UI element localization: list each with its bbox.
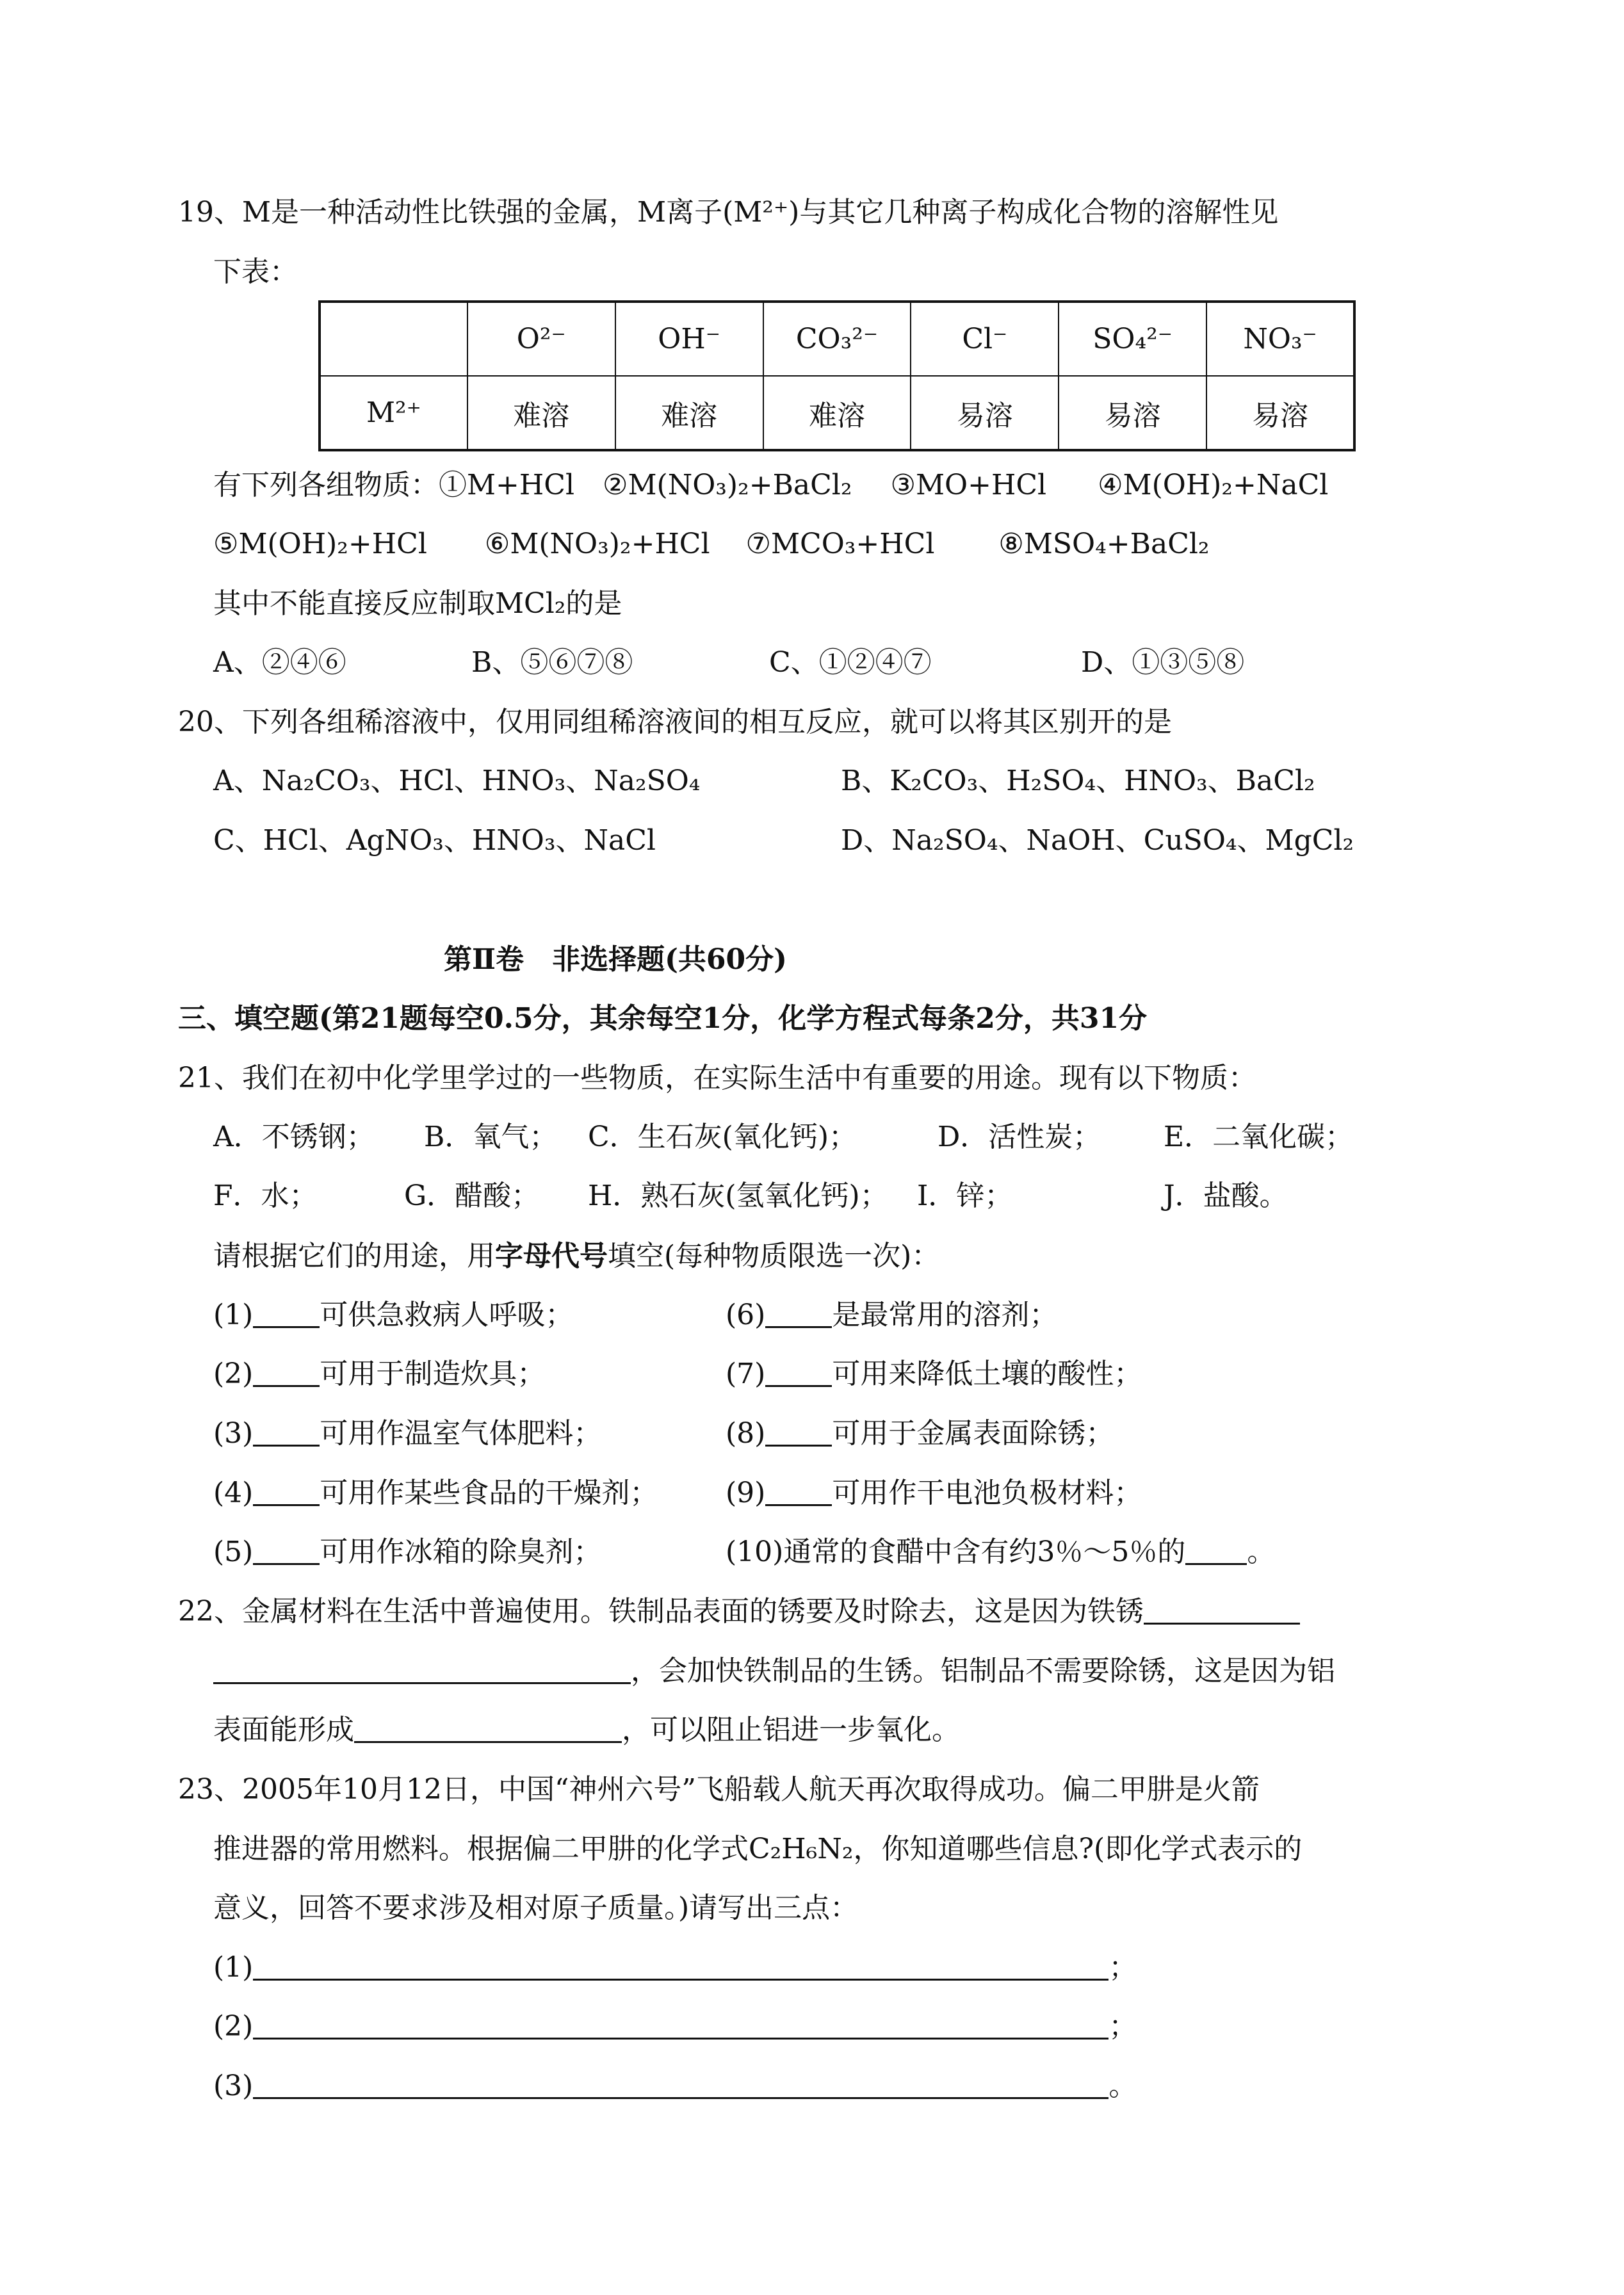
fill-item-8 (726, 1417, 1114, 1450)
q22-text: ，会加快铁制品的生锈。铝制品不需要除锈，这是因为铝 (631, 1655, 1335, 1687)
q23-answer-2 (213, 2010, 1137, 2043)
q19-line1: 19、M是一种活动性比铁强的金属，M离子(M²⁺)与其它几种离子构成化合物的溶解性见 (178, 196, 1279, 229)
q19-option-c: C、①②④⑦ (769, 646, 932, 679)
answer-blank[interactable] (765, 1422, 832, 1447)
item-text: 。 (1108, 2070, 1137, 2102)
answer-blank[interactable] (1144, 1600, 1300, 1625)
substance-a: A．不锈钢； (213, 1121, 375, 1153)
answer-blank[interactable] (765, 1362, 832, 1387)
substance-d: D．活性炭； (938, 1121, 1101, 1153)
q23-line1: 23、2005年10月12日，中国“神州六号”飞船载人航天再次取得成功。偏二甲肼是火箭 (178, 1773, 1260, 1806)
item-text: 是最常用的溶剂； (832, 1299, 1058, 1331)
q20-stem: 20、下列各组稀溶液中，仅用同组稀溶液间的相互反应，就可以将其区别开的是 (178, 706, 1172, 738)
fill-item-5 (213, 1538, 601, 1566)
table-header-cell (320, 302, 467, 376)
fill-item-4 (213, 1479, 658, 1507)
table-cell: 易溶 (911, 376, 1059, 450)
table-header-cell: OH⁻ (615, 302, 763, 376)
item-number: (1) (213, 1951, 254, 1984)
table-cell: 易溶 (1206, 376, 1354, 450)
item-number: (10) (726, 1536, 784, 1568)
q19-option-a: A、②④⑥ (213, 646, 346, 679)
item-text: 可用作冰箱的除臭剂； (320, 1536, 602, 1568)
substance-j: J．盐酸。 (1164, 1180, 1288, 1212)
table-header-cell: CO₃²⁻ (763, 302, 911, 376)
answer-blank[interactable] (253, 1422, 320, 1447)
q22-text: 表面能形成 (213, 1714, 354, 1746)
q23-text: 推进器的常用燃料。根据偏二甲肼的化学式 (213, 1833, 749, 1865)
item-text: 通常的食醋中含有约3％～5％的 (783, 1536, 1186, 1568)
group-item: ①M+HCl (439, 469, 575, 501)
substance-h: H．熟石灰(氢氧化钙)； (588, 1180, 888, 1212)
group-item: ⑥M(NO₃)₂+HCl (484, 528, 710, 560)
item-number: (9) (726, 1477, 766, 1509)
part2-title: 第Ⅱ卷 非选择题(共60分) (444, 943, 787, 976)
group-item: ③MO+HCl (890, 469, 1047, 501)
table-cell: 难溶 (467, 376, 615, 450)
q19-option-b: B、⑤⑥⑦⑧ (471, 646, 633, 679)
q23-answer-1 (213, 1951, 1137, 1984)
q20-option-c: C、HCl、AgNO₃、HNO₃、NaCl (213, 824, 656, 857)
fill-item-2 (213, 1360, 545, 1388)
answer-blank[interactable] (354, 1718, 622, 1743)
q23-answer-3 (213, 2072, 1137, 2100)
table-cell: 难溶 (763, 376, 911, 450)
fill-item-3 (213, 1417, 602, 1450)
item-text: 可用作某些食品的干燥剂； (320, 1477, 658, 1509)
item-text: 可用于金属表面除锈； (832, 1417, 1114, 1450)
item-text: 可用作温室气体肥料； (320, 1417, 602, 1450)
q19-question: 其中不能直接反应制取MCl₂的是 (213, 587, 622, 620)
answer-blank[interactable] (253, 1362, 320, 1387)
item-text: 可用于制造炊具； (320, 1358, 546, 1390)
answer-blank[interactable] (213, 1659, 631, 1684)
q19-groups-line2 (213, 530, 1210, 558)
formula: C₂H₆N₂ (749, 1833, 854, 1865)
answer-blank[interactable] (253, 1303, 320, 1328)
substance-i: I．锌； (917, 1180, 1013, 1212)
q19-line2: 下表： (213, 255, 298, 288)
table-header-row (320, 302, 1354, 376)
table-row (320, 376, 1354, 450)
item-text: ； (1108, 1951, 1137, 1984)
item-number: (2) (213, 1358, 254, 1390)
instruction-text: 请根据它们的用途，用 (213, 1240, 495, 1272)
q22-line2 (213, 1657, 1335, 1685)
table-header-cell: NO₃⁻ (1206, 302, 1354, 376)
table-header-cell: O²⁻ (467, 302, 615, 376)
item-number: (8) (726, 1417, 766, 1450)
q21-stem: 21、我们在初中化学里学过的一些物质，在实际生活中有重要的用途。现有以下物质： (178, 1062, 1256, 1094)
item-text: ； (1108, 2010, 1137, 2043)
item-number: (5) (213, 1536, 254, 1568)
substance-e: E．二氧化碳； (1164, 1121, 1354, 1153)
fill-item-1 (213, 1301, 573, 1329)
group-item: ⑤M(OH)₂+HCl (213, 528, 427, 560)
solubility-table (318, 300, 1356, 451)
q20-option-d: D、Na₂SO₄、NaOH、CuSO₄、MgCl₂ (841, 824, 1354, 857)
q23-line3: 意义，回答不要求涉及相对原子质量。)请写出三点： (213, 1892, 859, 1924)
q23-text: ，你知道哪些信息?(即化学式表示的 (853, 1833, 1303, 1865)
q19-groups-line1 (213, 471, 1328, 499)
item-text: 可用作干电池负极材料； (832, 1477, 1142, 1509)
answer-blank[interactable] (765, 1303, 832, 1328)
groups-intro: 有下列各组物质： (213, 469, 439, 501)
fill-item-7 (726, 1360, 1142, 1388)
table-header-cell: Cl⁻ (911, 302, 1059, 376)
section3-title: 三、填空题(第21题每空0.5分，其余每空1分，化学方程式每条2分，共31分 (178, 1002, 1148, 1035)
item-number: (1) (213, 1299, 254, 1331)
substance-g: G．醋酸； (404, 1180, 540, 1212)
fill-item-10 (726, 1538, 1275, 1566)
item-number: (3) (213, 1417, 254, 1450)
item-number: (4) (213, 1477, 254, 1509)
group-item: ④M(OH)₂+NaCl (1098, 469, 1329, 501)
answer-blank[interactable] (253, 1481, 320, 1506)
table-cell: 易溶 (1059, 376, 1206, 450)
q22-line1 (178, 1595, 1300, 1628)
answer-blank[interactable] (253, 2015, 1108, 2040)
group-item: ⑦MCO₃+HCl (745, 528, 935, 560)
fill-item-9 (726, 1479, 1142, 1507)
substance-f: F．水； (213, 1180, 318, 1212)
item-text: 可供急救病人呼吸； (320, 1299, 574, 1331)
answer-blank[interactable] (253, 2074, 1108, 2099)
q19-option-d: D、①③⑤⑧ (1081, 646, 1245, 679)
table-cell: 难溶 (615, 376, 763, 450)
instruction-text: 填空(每种物质限选一次)： (608, 1240, 940, 1272)
q23-line2 (213, 1835, 1302, 1863)
item-number: (6) (726, 1299, 766, 1331)
q22-text: 22、金属材料在生活中普遍使用。铁制品表面的锈要及时除去，这是因为铁锈 (178, 1595, 1144, 1628)
q20-option-b: B、K₂CO₃、H₂SO₄、HNO₃、BaCl₂ (841, 765, 1315, 797)
answer-blank[interactable] (253, 1540, 320, 1565)
q20-option-a: A、Na₂CO₃、HCl、HNO₃、Na₂SO₄ (213, 765, 701, 797)
q22-text: ，可以阻止铝进一步氧化。 (622, 1714, 960, 1746)
item-number: (2) (213, 2010, 254, 2043)
answer-blank[interactable] (253, 1956, 1108, 1981)
answer-blank[interactable] (765, 1481, 832, 1506)
group-item: ②M(NO₃)₂+BaCl₂ (603, 469, 852, 501)
fill-item-6 (726, 1301, 1057, 1329)
q22-line3 (213, 1716, 960, 1744)
item-number: (3) (213, 2070, 254, 2102)
substance-b: B．氧气； (424, 1121, 558, 1153)
item-text: 可用来降低土壤的酸性； (832, 1358, 1142, 1390)
table-header-cell: SO₄²⁻ (1059, 302, 1206, 376)
group-item: ⑧MSO₄+BaCl₂ (998, 528, 1210, 560)
item-number: (7) (726, 1358, 766, 1390)
answer-blank[interactable] (1185, 1540, 1247, 1565)
substance-c: C．生石灰(氧化钙)； (588, 1121, 857, 1153)
q21-instruction (213, 1242, 939, 1270)
instruction-emphasis: 字母代号 (495, 1240, 608, 1272)
item-text: 。 (1247, 1536, 1276, 1568)
table-row-label: M²⁺ (320, 376, 467, 450)
